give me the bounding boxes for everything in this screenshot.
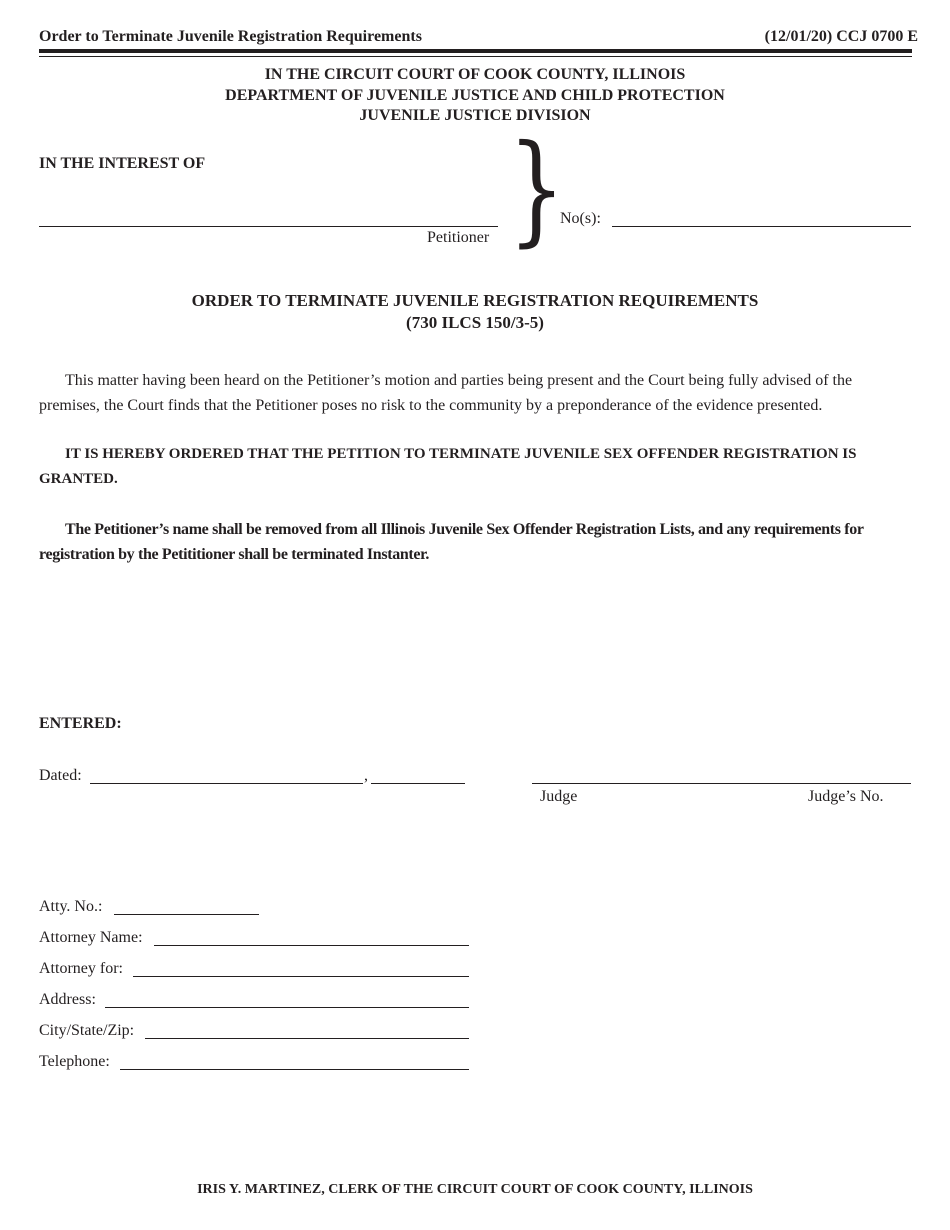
dated-label: Dated:: [39, 767, 82, 784]
ordered-paragraph: IT IS HEREBY ORDERED THAT THE PETITION TO TERMINATE JUVENILE SEX OFFENDER REGISTRATION IS GRANTED.: [39, 446, 857, 487]
court-department: DEPARTMENT OF JUVENILE JUSTICE AND CHILD PROTECTION: [225, 87, 725, 104]
form-title: Order to Terminate Juvenile Registration Requirements: [39, 28, 422, 45]
date-comma: ,: [364, 767, 368, 784]
atty-no-label: Atty. No.:: [39, 898, 103, 915]
attorney-name-label: Attorney Name:: [39, 929, 143, 946]
court-name: IN THE CIRCUIT COURT OF COOK COUNTY, ILLINOIS: [264, 66, 686, 83]
findings-paragraph: This matter having been heard on the Petitioner’s motion and parties being present and the Court being fully advised of the premises, the Court finds that the Petitioner poses no risk to the community by a preponderance of the evidence presented.: [39, 372, 853, 414]
case-number-line[interactable]: [612, 226, 911, 227]
attorney-for-field[interactable]: [133, 976, 469, 977]
form-code: (12/01/20) CCJ 0700 E: [764, 28, 918, 45]
caption-brace: }: [508, 120, 566, 259]
removal-paragraph: The Petitioner’s name shall be removed from all Illinois Juvenile Sex Offender Registration Lists, and any requirements for registration by the Petititioner shall be terminated Instanter.: [39, 521, 864, 563]
year-line[interactable]: [371, 783, 465, 784]
header-rule-thin: [39, 56, 912, 57]
date-line[interactable]: [90, 783, 363, 784]
petitioner-name-line[interactable]: [39, 226, 498, 227]
case-number-label: No(s):: [560, 210, 601, 227]
atty-no-field[interactable]: [114, 914, 259, 915]
order-title: ORDER TO TERMINATE JUVENILE REGISTRATION REQUIREMENTS: [191, 291, 759, 310]
attorney-for-label: Attorney for:: [39, 960, 123, 977]
order-statute: (730 ILCS 150/3-5): [406, 313, 544, 332]
judge-number-label: Judge’s No.: [808, 788, 884, 805]
header-rule-thick: [39, 49, 912, 53]
attorney-name-field[interactable]: [154, 945, 469, 946]
entered-label: ENTERED:: [39, 715, 122, 732]
petitioner-label: Petitioner: [427, 229, 490, 246]
judge-signature-line[interactable]: [532, 783, 911, 784]
city-state-zip-label: City/State/Zip:: [39, 1022, 135, 1039]
address-label: Address:: [39, 991, 96, 1008]
telephone-field[interactable]: [120, 1069, 469, 1070]
telephone-label: Telephone:: [39, 1053, 110, 1070]
address-field[interactable]: [105, 1007, 469, 1008]
clerk-footer: IRIS Y. MARTINEZ, CLERK OF THE CIRCUIT COURT OF COOK COUNTY, ILLINOIS: [197, 1182, 753, 1197]
court-division: JUVENILE JUSTICE DIVISION: [359, 107, 591, 124]
judge-label: Judge: [540, 788, 578, 805]
interest-of-label: IN THE INTEREST OF: [39, 155, 206, 172]
city-state-zip-field[interactable]: [145, 1038, 469, 1039]
